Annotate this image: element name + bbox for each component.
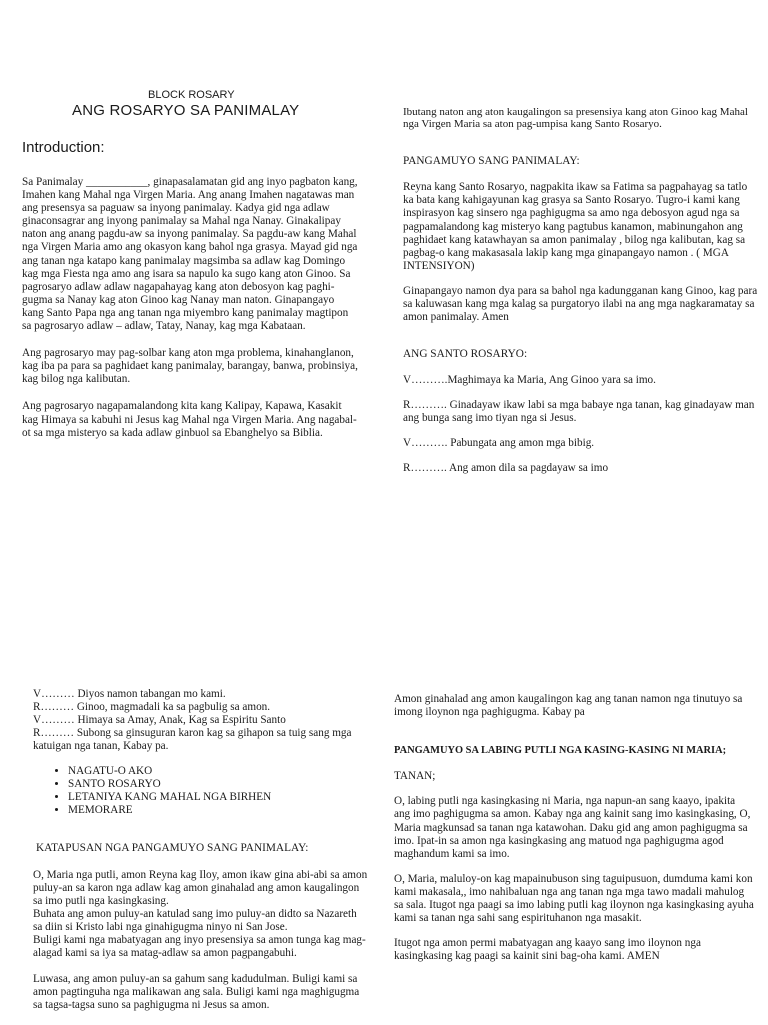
heart-paragraph: O, labing putli nga kasingkasing ni Maria, nga napun-an sang kaayo, ipakita ang imo paghigugma sa amon. Kabay nga ang kainit sang imo kasingkasing, O, Maria magkunsad sa tanan nga katawohan. Daku gid ang amon paghigugma sa imo. Ipat-in sa amon nga kasingkasing ang matuod nga paghigugma agod maghandum kami sa imo.: [394, 795, 751, 860]
closing-line: O, Maria nga putli, amon Reyna kag Iloy, amon ikaw gina abi-abi sa amon puluy-an sa karon nga adlaw kag amon ginahalad ang amon kaugalingon sa imo putli nga kasingkasing.: [33, 869, 368, 907]
closing-paragraph: [33, 869, 368, 960]
rosary-response: R………. Ang amon dila sa pagdayaw sa imo: [403, 461, 609, 474]
rosary-response: R………. Ginadayaw ikaw labi sa mga babaye nga tanan, kag ginadayaw man ang bunga sang imo tiyan nga si Jesus.: [403, 398, 755, 424]
prayer-paragraph: Reyna kang Santo Rosaryo, nagpakita ikaw sa Fatima sa pagpahayag sa tatlo ka bata kang kahigayunan kag grasya sa Santo Rosaryo. Tugro-i kami kang inspirasyon kag sinsero nga paghigugma sa amo nga debosyon agud nga sa pagpamalandong kag misteryo kang pagtubus kanamon, mabinungahon ang paghidaet kang katawhayan sa amon panimalay , bilog nga kalibutan, kag sa pagbag-o kang makasasala lakip kang mga ginapangayo namon . ( MGA INTENSIYON): [403, 181, 748, 272]
heart-heading: PANGAMUYO SA LABING PUTLI NGA KASING-KASING NI MARIA;: [394, 745, 727, 757]
rosary-response: V……….Maghimaya ka Maria, Ang Ginoo yara sa imo.: [403, 373, 656, 386]
versicle: R……… Ginoo, magmadali ka sa pagbulig sa amon.: [33, 701, 271, 713]
document-subtitle: BLOCK ROSARY: [148, 89, 235, 101]
prayer-paragraph: Ginapangayo namon dya para sa bahol nga kadungganan kang Ginoo, kag para sa kaluwasan kang mga kalag sa purgatoryo ilabi na ang mga nagkaramatay sa amon panimalay. Amen: [403, 284, 758, 324]
intro-line: Ibutang naton ang aton kaugalingon sa presensiya kang aton Ginoo kag Mahal nga Virgen Maria sa aton pag-umpisa kang Santo Rosaryo.: [403, 106, 748, 131]
list-item: • LETANIYA KANG MAHAL NGA BIRHEN: [68, 791, 368, 804]
versicle: V……… Diyos namon tabangan mo kami.: [33, 688, 226, 700]
list-item: • SANTO ROSARYO: [68, 778, 368, 791]
prayer-list: [33, 765, 368, 817]
intro-paragraph: Ang pagrosaryo may pag-solbar kang aton mga problema, kinahanglanon, kag iba pa para sa paghidaet kang panimalay, barangay, banwa, probinsiya, kag bilog nga kalibutan.: [22, 347, 358, 386]
list-item: • MEMORARE: [68, 804, 368, 817]
intro-body: [22, 176, 358, 454]
heart-paragraph: O, Maria, maluloy-on kag mapainubuson sing taguipusuon, dumduma kami kon kami makasala,, imo nahibaluan nga ang tanan nga mga tawo madali mahulog sa sala. Itugot nga paagi sa imo labing putli kag iloynon nga kasingkasing ayuha kami sa tanan nga sahi sang espirituhanon nga masakit.: [394, 872, 754, 925]
rosary-heading: ANG SANTO ROSARYO:: [403, 348, 528, 361]
intro-paragraph: Sa Panimalay ___________, ginapasalamatan gid ang inyo pagbaton kang, Imahen kang Mahal nga Virgen Maria. Ang anang Imahen nagatawas man ang presensya sa paguaw sa inyong panimalay. Kadya gid nga adlaw ginaconsagrar ang inyong panimalay sa Mahal nga Nanay. Ginakalipay naton ang anang pagdu-aw sa inyong panimalay. Sa pagdu-aw kang Mahal nga Virgen Maria amo ang okasyon kang bahol nga grasya. Mayad gid nga ang tanan nga katapo kang panimalay magsimba sa adlaw kag Domingo kag mga Fiesta nga amo ang isara sa napulo ka sugo kang aton Ginoo. Sa pagrosaryo adlaw adlaw nagapahayag kang aton debosyon kag paghi-gugma sa Nanay kag aton Ginoo kag Nanay man naton. Ginapangayo kang Santo Papa nga ang tanan nga miyembro kang panimalay magtipon sa pagrosaryo adlaw – adlaw, Tatay, Nanay, kag mga Kabataan.: [22, 176, 358, 333]
closing-line: Buhata ang amon puluy-an katulad sang imo puluy-an didto sa Nazareth sa diin si Kristo labi nga ginahigugma ninyo ni San Jose.: [33, 908, 357, 933]
closing-heading: KATAPUSAN NGA PANGAMUYO SANG PANIMALAY:: [36, 842, 309, 854]
offer-paragraph: Amon ginahalad ang amon kaugalingon kag ang tanan namon nga tinutuyo sa imong iloynon nga paghigugma. Kabay pa: [394, 693, 743, 719]
prayer-column: [403, 106, 758, 487]
heart-paragraph: Itugot nga amon permi mabatyagan ang kaayo sang imo iloynon nga kasingkasing kag paagi sa kainit sini bag-oha kami. AMEN: [394, 937, 701, 963]
document-title: ANG ROSARYO SA PANIMALAY: [72, 102, 300, 119]
heart-prayer-column: [394, 693, 754, 975]
closing-line: Buligi kami nga mabatyagan ang inyo presensiya sa amon tunga kag mag-alagad kami sa iya sa matag-adlaw sa amon pagpangabuhi.: [33, 934, 366, 959]
prayer-heading: PANGAMUYO SANG PANIMALAY:: [403, 154, 580, 167]
versicle: V……… Himaya sa Amay, Anak, Kag sa Espiritu Santo: [33, 714, 286, 726]
closing-paragraph: Luwasa, ang amon puluy-an sa gahum sang kadudulman. Buligi kami sa amon pagtinguha nga malikawan ang sala. Buligi kami nga maghigugma sa tagsa-tagsa suno sa paghigugma ni Jesus sa amon.: [33, 973, 360, 1011]
tanan-label: TANAN;: [394, 770, 436, 783]
versicle: R……… Subong sa ginsuguran karon kag sa gihapon sa tuig sang mga katuigan nga tanan, Kabay pa.: [33, 727, 352, 752]
list-item: • NAGATU-O AKO: [68, 765, 368, 778]
closing-column: [33, 688, 368, 1025]
intro-paragraph: Ang pagrosaryo nagapamalandong kita kang Kalipay, Kapawa, Kasakit kag Himaya sa kabuhi ni Jesus kag Mahal nga Virgen Maria. Ang nagabal-ot sa mga misteryo sa kada adlaw ginbuol sa Ebanghelyo sa Biblia.: [22, 400, 357, 439]
intro-heading: Introduction:: [22, 139, 105, 156]
rosary-response: V………. Pabungata ang amon mga bibig.: [403, 436, 595, 449]
